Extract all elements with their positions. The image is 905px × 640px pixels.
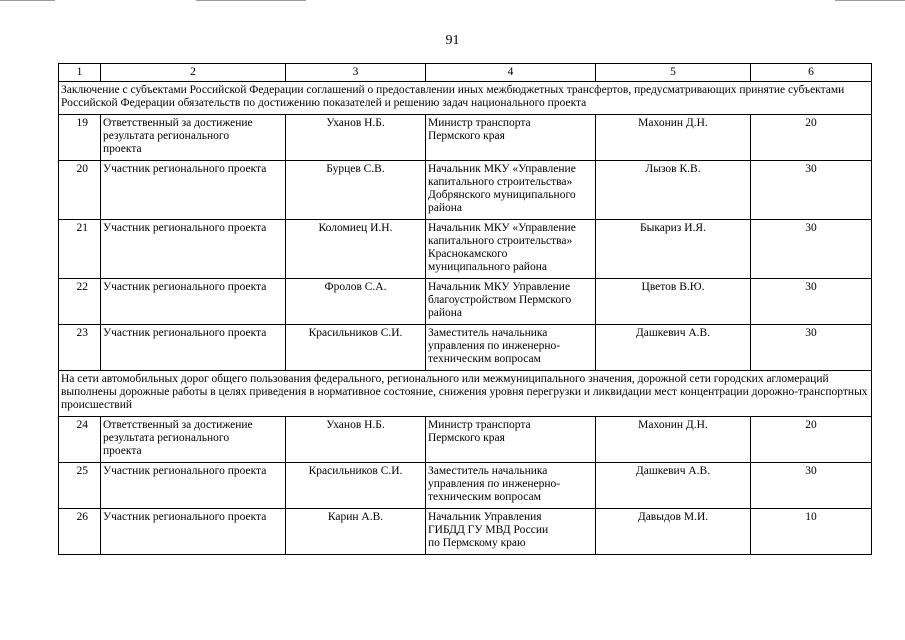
role-cell: Участник регионального проекта [101,463,286,509]
table-row [59,161,872,220]
row-number: 25 [59,463,101,509]
load-cell: 20 [751,115,872,161]
table-row [59,115,872,161]
scan-edge-right [835,0,905,1]
name-cell: Фролов С.А. [286,279,426,325]
section-title: Заключение с субъектами Российской Федерации соглашений о предоставлении иных межбюджетных трансфертов, предусматривающих принятие субъектами Российской Федерации обязательств по достижению показателей и решению задач национального проекта [59,82,872,115]
supervisor-cell: Дашкевич А.В. [596,325,751,371]
name-cell: Уханов Н.Б. [286,115,426,161]
row-number: 26 [59,509,101,555]
load-cell: 30 [751,161,872,220]
load-cell: 30 [751,220,872,279]
position-cell: Министр транспорта Пермского края [426,417,596,463]
supervisor-cell: Лызов К.В. [596,161,751,220]
scan-edge-center [196,0,306,1]
header-col-2: 2 [101,64,286,82]
section-title-row [59,371,872,417]
table-row [59,509,872,555]
row-number: 20 [59,161,101,220]
supervisor-cell: Махонин Д.Н. [596,115,751,161]
name-cell: Бурцев С.В. [286,161,426,220]
header-col-3: 3 [286,64,426,82]
role-cell: Участник регионального проекта [101,509,286,555]
role-cell: Участник регионального проекта [101,161,286,220]
position-cell: Заместитель начальника управления по инженерно- техническим вопросам [426,325,596,371]
row-number: 21 [59,220,101,279]
header-col-5: 5 [596,64,751,82]
header-col-1: 1 [59,64,101,82]
project-participants-table [58,63,872,555]
position-cell: Заместитель начальника управления по инженерно- техническим вопросам [426,463,596,509]
row-number: 24 [59,417,101,463]
table-row [59,417,872,463]
row-number: 19 [59,115,101,161]
section-title: На сети автомобильных дорог общего пользования федерального, регионального или межмуниципального значения, дорожной сети городских агломераций выполнены дорожные работы в целях приведения в нормативное состояние, снижения уровня перегрузки и ликвидации мест концентрации дорожно-транспортных происшествий [59,371,872,417]
role-cell: Участник регионального проекта [101,325,286,371]
name-cell: Карин А.В. [286,509,426,555]
load-cell: 30 [751,279,872,325]
scan-edge-left [0,0,55,1]
section-title-row [59,82,872,115]
supervisor-cell: Быкариз И.Я. [596,220,751,279]
header-row [59,64,872,82]
name-cell: Красильников С.И. [286,463,426,509]
table-row [59,463,872,509]
load-cell: 30 [751,463,872,509]
supervisor-cell: Цветов В.Ю. [596,279,751,325]
row-number: 23 [59,325,101,371]
table-row [59,325,872,371]
table-row [59,220,872,279]
load-cell: 20 [751,417,872,463]
position-cell: Начальник МКУ Управление благоустройством Пермского района [426,279,596,325]
table-row [59,279,872,325]
supervisor-cell: Махонин Д.Н. [596,417,751,463]
name-cell: Красильников С.И. [286,325,426,371]
position-cell: Министр транспорта Пермского края [426,115,596,161]
header-col-4: 4 [426,64,596,82]
page-number: 91 [445,33,460,48]
position-cell: Начальник МКУ «Управление капитального строительства» Добрянского муниципального района [426,161,596,220]
row-number: 22 [59,279,101,325]
role-cell: Участник регионального проекта [101,220,286,279]
supervisor-cell: Давыдов М.И. [596,509,751,555]
load-cell: 10 [751,509,872,555]
role-cell: Ответственный за достижение результата регионального проекта [101,115,286,161]
role-cell: Ответственный за достижение результата регионального проекта [101,417,286,463]
position-cell: Начальник Управления ГИБДД ГУ МВД России по Пермскому краю [426,509,596,555]
name-cell: Коломиец И.Н. [286,220,426,279]
supervisor-cell: Дашкевич А.В. [596,463,751,509]
role-cell: Участник регионального проекта [101,279,286,325]
load-cell: 30 [751,325,872,371]
name-cell: Уханов Н.Б. [286,417,426,463]
position-cell: Начальник МКУ «Управление капитального строительства» Краснокамского муниципального района [426,220,596,279]
header-col-6: 6 [751,64,872,82]
